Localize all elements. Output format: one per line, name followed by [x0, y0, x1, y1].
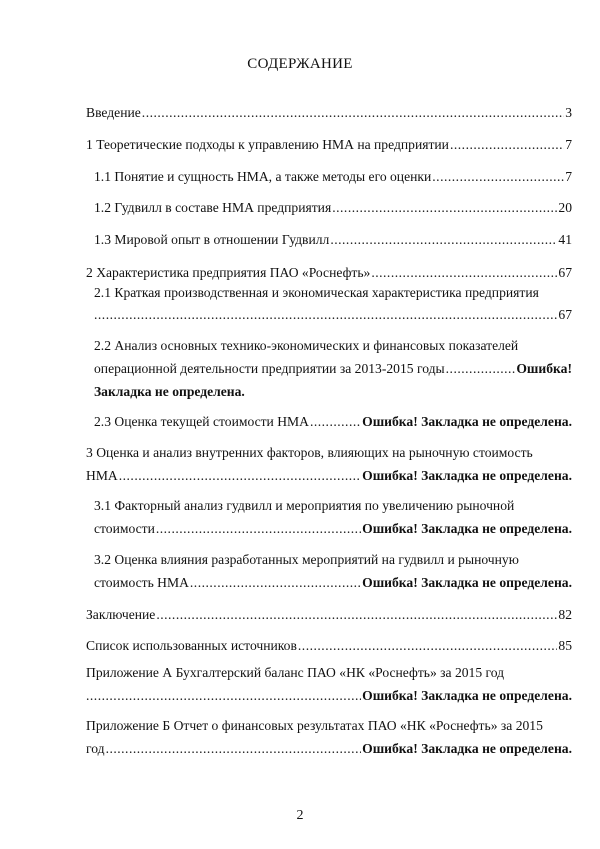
- toc-entry-section-1-1[interactable]: [94, 168, 572, 186]
- toc-leader-dots: [432, 168, 564, 186]
- toc-leader-dots: [106, 740, 362, 758]
- page-title: СОДЕРЖАНИЕ: [247, 56, 353, 72]
- toc-leader-dots: [86, 687, 361, 705]
- toc-page-number: 7: [565, 137, 572, 152]
- toc-entry-text: год: [86, 741, 105, 756]
- toc-entry-chapter-3-line2[interactable]: [86, 467, 572, 485]
- toc-error-text: Ошибка! Закладка не определена.: [362, 468, 572, 483]
- toc-entry-section-3-1-line2[interactable]: [94, 520, 572, 538]
- toc-error-text: Ошибка! Закладка не определена.: [362, 414, 572, 429]
- toc-page-number: 41: [558, 232, 572, 247]
- toc-entry-text: НМА: [86, 468, 118, 483]
- toc-entry-section-2-2-line2[interactable]: [94, 360, 572, 378]
- toc-entry-text: 1.3 Мировой опыт в отношении Гудвилл: [94, 232, 330, 247]
- toc-leader-dots: [446, 360, 516, 378]
- toc-leader-dots: [94, 306, 557, 324]
- toc-entry-chapter-1[interactable]: [86, 136, 572, 154]
- toc-leader-dots: [450, 136, 564, 154]
- toc-leader-dots: [156, 606, 557, 624]
- toc-entry-conclusion[interactable]: [86, 606, 572, 624]
- toc-leader-dots: [332, 199, 557, 217]
- toc-leader-dots: [298, 637, 558, 655]
- toc-entry-text: Введение: [86, 105, 141, 120]
- toc-entry-section-3-2-line2[interactable]: [94, 574, 572, 592]
- toc-page-number: 82: [558, 607, 572, 622]
- toc-error-text: Ошибка! Закладка не определена.: [362, 741, 572, 756]
- toc-leader-dots: [190, 574, 361, 592]
- toc-error-text-continued: Закладка не определена.: [94, 384, 245, 399]
- toc-entry-section-3-1-line1[interactable]: 3.1 Факторный анализ гудвилл и мероприятия по увеличению рыночной: [94, 498, 515, 513]
- toc-page-number: 67: [558, 265, 572, 280]
- toc-entry-section-2-3[interactable]: [94, 413, 572, 431]
- toc-entry-section-1-3[interactable]: [94, 231, 572, 249]
- toc-page-number: 7: [565, 169, 572, 184]
- toc-entry-references[interactable]: [86, 637, 572, 655]
- toc-entry-text: операционной деятельности предприятии за 2013-2015 годы: [94, 361, 445, 376]
- toc-entry-appendix-a-line1[interactable]: Приложение А Бухгалтерский баланс ПАО «НК «Роснефть» за 2015 год: [86, 665, 505, 680]
- toc-entry-text: Список использованных источников: [86, 638, 297, 653]
- toc-entry-appendix-b-line2[interactable]: [86, 740, 572, 758]
- toc-leader-dots: [156, 520, 361, 538]
- toc-leader-dots: [310, 413, 361, 431]
- toc-entry-intro[interactable]: [86, 104, 572, 122]
- toc-entry-text: стоимость НМА: [94, 575, 189, 590]
- toc-leader-dots: [371, 264, 557, 282]
- page-number: 2: [296, 808, 304, 823]
- toc-entry-appendix-a-line2[interactable]: [86, 687, 572, 705]
- toc-page-number: 67: [558, 307, 572, 322]
- toc-entry-section-2-1-line2[interactable]: [94, 306, 572, 324]
- toc-entry-text: 2.3 Оценка текущей стоимости НМА: [94, 414, 309, 429]
- toc-entry-text: 1.2 Гудвилл в составе НМА предприятия: [94, 200, 332, 215]
- toc-entry-text: Заключение: [86, 607, 156, 622]
- toc-page-number: 85: [558, 638, 572, 653]
- toc-entry-section-3-2-line1[interactable]: 3.2 Оценка влияния разработанных мероприятий на гудвилл и рыночную: [94, 552, 519, 567]
- toc-entry-text: 1.1 Понятие и сущность НМА, а также методы его оценки: [94, 169, 432, 184]
- toc-page-number: 3: [565, 105, 572, 120]
- toc-leader-dots: [142, 104, 564, 122]
- toc-entry-section-1-2[interactable]: [94, 199, 572, 217]
- toc-entry-appendix-b-line1[interactable]: Приложение Б Отчет о финансовых результатах ПАО «НК «Роснефть» за 2015: [86, 718, 543, 733]
- toc-entry-text: 1 Теоретические подходы к управлению НМА на предприятии: [86, 137, 449, 152]
- toc-error-text: Ошибка! Закладка не определена.: [362, 521, 572, 536]
- toc-leader-dots: [330, 231, 557, 249]
- toc-error-text: Ошибка! Закладка не определена.: [362, 575, 572, 590]
- toc-entry-chapter-3-line1[interactable]: 3 Оценка и анализ внутренних факторов, влияющих на рыночную стоимость: [86, 445, 533, 460]
- toc-error-text: Ошибка!: [516, 361, 572, 376]
- toc-error-text: Ошибка! Закладка не определена.: [362, 688, 572, 703]
- toc-entry-text: 2 Характеристика предприятия ПАО «Роснефть»: [86, 265, 371, 280]
- toc-leader-dots: [119, 467, 361, 485]
- toc-entry-chapter-2[interactable]: [86, 264, 572, 282]
- toc-page-number: 20: [558, 200, 572, 215]
- toc-entry-section-2-2-line1[interactable]: 2.2 Анализ основных технико-экономических и финансовых показателей: [94, 338, 519, 353]
- toc-entry-section-2-1-line1[interactable]: 2.1 Краткая производственная и экономическая характеристика предприятия: [94, 285, 539, 300]
- toc-entry-text: стоимости: [94, 521, 155, 536]
